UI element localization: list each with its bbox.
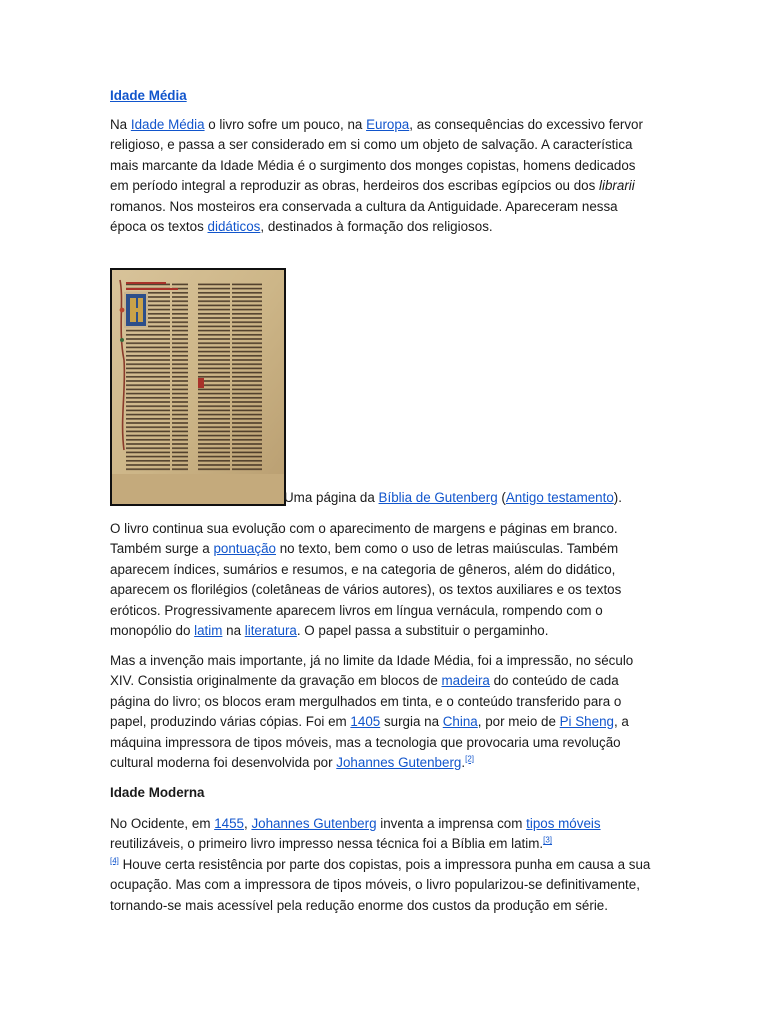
link-latim[interactable]: latim <box>194 623 223 639</box>
link-johannes-gutenberg-2[interactable]: Johannes Gutenberg <box>251 816 377 831</box>
text-run: no texto, bem como o uso de letras maiúsculas. Também aparecem índices, sumários e resumos, e na categoria de gêneros, além do didático, aparecem os florilégios (coletâneas de vários autores), os textos auxiliares e os textos eróticos. Progressivamente aparecem livros em língua vernácula, rompendo com o monopólio do <box>110 541 622 639</box>
reference-4 <box>110 856 119 865</box>
link-1455[interactable]: 1455 <box>214 816 244 831</box>
text-run: O livro continua sua evolução com o aparecimento de margens e páginas em branco. Também surge a <box>110 521 618 557</box>
text-run: o livro sofre um pouco, na <box>204 117 367 132</box>
text-run: Houve certa resistência por parte dos copistas, pois a impressora punha em causa a sua ocupação. Mas com a impressora de tipos móveis, o livro popularizou-se definitivamente, tornando-se mais acessível pela redução enorme dos custos da produção em série. <box>110 856 651 913</box>
reference-link[interactable]: [3] <box>543 835 553 845</box>
link-1405[interactable]: 1405 <box>350 714 381 730</box>
text-run: ( <box>497 490 506 505</box>
paragraph-evolucao <box>110 519 655 641</box>
paragraph-impressao <box>110 651 655 773</box>
text-run: , por meio de <box>477 714 560 730</box>
text-run: No Ocidente, em <box>110 816 215 831</box>
text-run: inventa a imprensa com <box>376 816 527 831</box>
reference-3 <box>543 836 552 845</box>
text-run: do conteúdo de cada página do livro; os blocos eram mergulhados em tinta, e o conteúdo transferido para o papel, produzindo várias cópias. Foi em <box>110 673 622 730</box>
paragraph-idade-moderna <box>110 814 655 916</box>
gutenberg-bible-page-image <box>110 268 286 506</box>
figure-caption <box>284 488 622 508</box>
text-run: . O papel passa a substituir o pergaminho. <box>296 623 549 639</box>
emphasis-librarii: librarii <box>599 178 635 194</box>
link-antigo-testamento[interactable]: Antigo testamento <box>505 490 614 505</box>
link-pi-sheng[interactable]: Pi Sheng <box>559 714 614 730</box>
text-run: Na <box>110 117 131 132</box>
text-run: reutilizáveis, o primeiro livro impresso nessa técnica foi a Bíblia em latim. <box>110 836 544 852</box>
reference-2 <box>465 755 474 764</box>
link-china[interactable]: China <box>442 714 478 730</box>
link-johannes-gutenberg[interactable]: Johannes Gutenberg <box>336 755 462 771</box>
link-europa[interactable]: Europa <box>366 117 410 132</box>
heading-link[interactable]: Idade Média <box>110 88 187 103</box>
section-heading-idade-moderna: Idade Moderna <box>110 785 205 800</box>
text-run: Uma página da <box>284 490 379 505</box>
text-run: , as consequências do excessivo fervor religioso, e passa a ser considerado em si como um objeto de salvação. A característica mais marcante da Idade Média é o surgimento dos monges copistas, homens dedicados em período integral a reproduzir as obras, herdeiros dos escribas egípcios ou dos <box>110 117 643 194</box>
text-run: ). <box>613 490 622 505</box>
figure-gutenberg <box>110 268 655 508</box>
text-run: na <box>222 623 245 639</box>
link-idade-media[interactable]: Idade Média <box>130 117 205 132</box>
text-run: romanos. Nos mosteiros era conservada a cultura da Antiguidade. Apareceram nessa época os textos <box>110 198 618 235</box>
link-literatura[interactable]: literatura <box>244 623 297 639</box>
text-run: , destinados à formação dos religiosos. <box>260 219 493 235</box>
link-biblia-de-gutenberg[interactable]: Bíblia de Gutenberg <box>378 490 498 505</box>
link-pontuacao[interactable]: pontuação <box>213 541 276 557</box>
section-heading-idade-media <box>110 86 187 106</box>
text-run: surgia na <box>380 714 443 730</box>
link-didaticos[interactable]: didáticos <box>207 219 261 235</box>
text-run: , a máquina impressora de tipos móveis, mas a tecnologia que provocaria uma revolução cultural moderna foi desenvolvida por <box>110 714 629 771</box>
link-madeira[interactable]: madeira <box>441 673 490 689</box>
reference-link[interactable]: [2] <box>465 754 474 764</box>
text-run: . <box>461 755 466 771</box>
reference-link[interactable]: [4] <box>110 856 119 866</box>
text-run: , <box>244 816 252 831</box>
link-tipos-moveis[interactable]: tipos móveis <box>526 816 601 831</box>
text-run: Mas a invenção mais importante, já no limite da Idade Média, foi a impressão, no século XIV. Consistia originalmente da gravação em blocos de <box>110 653 634 689</box>
paragraph-idade-media <box>110 115 655 237</box>
